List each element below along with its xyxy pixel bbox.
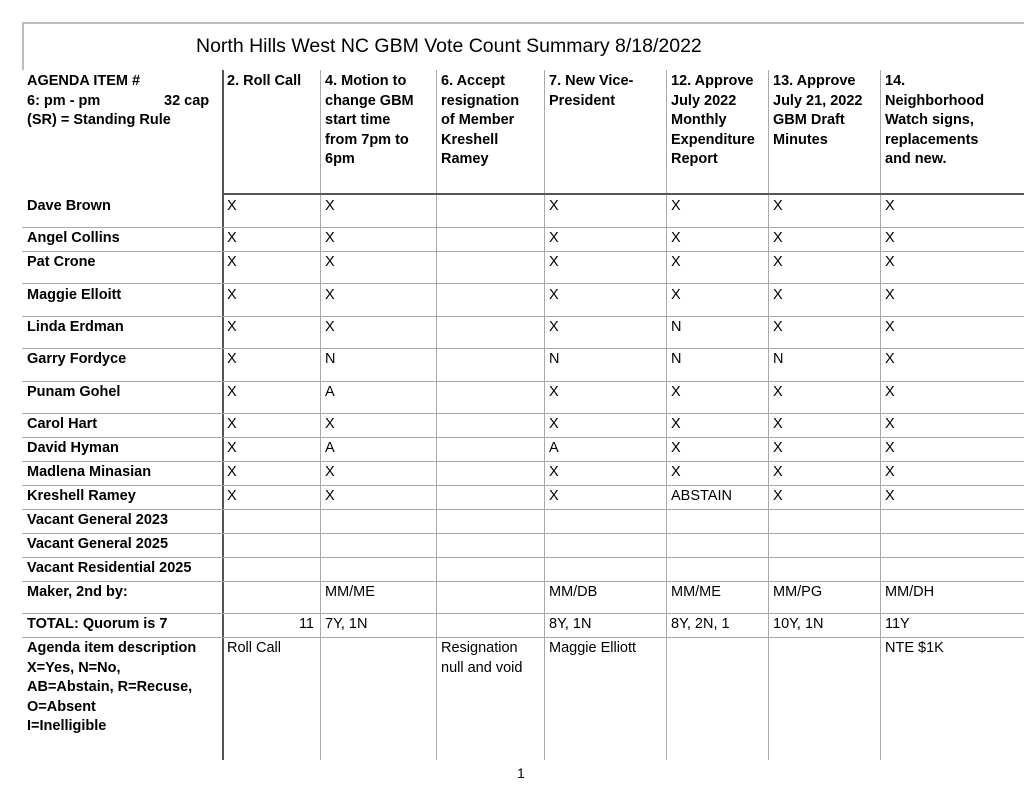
vote-cell: X (885, 254, 895, 270)
vote-cell: X (671, 440, 681, 456)
row-label: Kreshell Ramey (27, 488, 136, 504)
column-header: of Member (441, 112, 515, 128)
row-divider (22, 227, 1024, 228)
vote-cell: X (325, 198, 335, 214)
row-divider (22, 557, 1024, 558)
row-label: Garry Fordyce (27, 351, 127, 367)
vote-cell: X (227, 351, 237, 367)
vote-cell: X (325, 464, 335, 480)
row-label: Linda Erdman (27, 319, 124, 335)
row-divider (22, 437, 1024, 438)
vote-cell: A (549, 440, 559, 456)
vote-cell: X (671, 198, 681, 214)
vote-cell: N (671, 351, 682, 367)
vote-cell: X (885, 440, 895, 456)
vote-cell: 7Y, 1N (325, 616, 368, 632)
vote-cell: 11Y (885, 616, 910, 632)
vote-cell: X (885, 351, 895, 367)
vote-cell: X (885, 464, 895, 480)
vote-cell: X (227, 287, 237, 303)
column-header: Expenditure (671, 131, 755, 148)
vote-cell: X (325, 230, 335, 246)
row-label: Pat Crone (27, 254, 96, 270)
vote-cell: X (325, 287, 335, 303)
vote-cell: A (325, 440, 335, 456)
vote-cell: X (671, 230, 681, 246)
column-header: 7. New Vice- (549, 73, 634, 89)
row-divider (22, 613, 1024, 614)
column-header: Report (671, 151, 718, 167)
row-label: Dave Brown (27, 198, 111, 214)
column-header: resignation (441, 92, 520, 109)
column-header: Kreshell (441, 131, 499, 148)
vote-count-table (22, 70, 1024, 760)
column-header: start time (325, 112, 391, 128)
column-header: Neighborhood (885, 92, 985, 109)
vote-total: 11 (298, 616, 314, 632)
vote-cell: X (885, 488, 895, 504)
capacity-label: 32 cap (164, 92, 210, 109)
description-legend: X=Yes, N=No, (27, 659, 121, 676)
vote-cell: X (227, 254, 237, 270)
row-divider (22, 413, 1024, 414)
column-header: 4. Motion to (325, 73, 407, 89)
column-header: 13. Approve (773, 73, 856, 89)
row-label: Punam Gohel (27, 384, 121, 400)
vote-cell: X (227, 488, 237, 504)
column-header: Monthly (671, 112, 727, 128)
vote-cell: X (227, 319, 237, 335)
row-divider (22, 348, 1024, 349)
description-cell: null and void (441, 659, 523, 676)
header-divider (222, 193, 1024, 195)
vote-cell: X (773, 416, 783, 432)
vote-cell: X (773, 464, 783, 480)
vote-cell: X (549, 464, 559, 480)
row-divider (22, 316, 1024, 317)
column-header: change GBM (325, 92, 414, 109)
column-divider (320, 70, 321, 760)
vote-cell: MM/PG (773, 584, 823, 600)
vote-cell: 8Y, 1N (549, 616, 592, 632)
row-label: Vacant General 2023 (27, 512, 169, 528)
description-cell: Roll Call (227, 640, 281, 656)
vote-cell: X (773, 254, 783, 270)
column-divider (768, 70, 769, 760)
column-header: July 2022 (671, 92, 737, 109)
vote-cell: X (325, 416, 335, 432)
row-label: Madlena Minasian (27, 464, 152, 480)
description-cell: Maggie Elliott (549, 640, 637, 656)
description-cell: NTE $1K (885, 640, 944, 656)
row-label: Maker, 2nd by: (27, 584, 128, 600)
row-label: TOTAL: Quorum is 7 (27, 616, 168, 632)
vote-cell: X (549, 384, 559, 400)
description-legend: O=Absent (27, 698, 96, 715)
description-legend: Agenda item description (27, 640, 197, 656)
vote-cell: X (227, 384, 237, 400)
vote-cell: X (773, 319, 783, 335)
vote-cell: X (227, 198, 237, 214)
page-title: North Hills West NC GBM Vote Count Summary 8/18/2022 (196, 35, 702, 57)
column-header: 6pm (325, 151, 355, 167)
vote-cell: MM/DH (885, 584, 935, 600)
vote-cell: X (671, 416, 681, 432)
column-divider (666, 70, 667, 760)
vote-cell: 8Y, 2N, 1 (671, 616, 730, 632)
vote-cell: X (549, 230, 559, 246)
vote-cell: X (227, 440, 237, 456)
column-header: 6. Accept (441, 73, 505, 89)
vote-cell: MM/DB (549, 584, 598, 600)
vote-cell: X (549, 287, 559, 303)
standing-rule-note: (SR) = Standing Rule (27, 112, 171, 128)
row-divider (22, 461, 1024, 462)
vote-cell: X (671, 384, 681, 400)
row-label: Carol Hart (27, 416, 98, 432)
vote-cell: X (885, 230, 895, 246)
vote-cell: X (885, 319, 895, 335)
vote-cell: N (549, 351, 560, 367)
row-divider (22, 533, 1024, 534)
column-header: President (549, 92, 616, 109)
vote-cell: MM/ME (671, 584, 721, 600)
vote-cell: X (549, 319, 559, 335)
vote-cell: X (671, 254, 681, 270)
column-header: Watch signs, (885, 112, 974, 128)
vote-cell: X (773, 230, 783, 246)
vote-cell: N (325, 351, 336, 367)
description-legend: I=Inelligible (27, 718, 107, 734)
vote-cell: X (227, 416, 237, 432)
row-label: Vacant Residential 2025 (27, 560, 192, 576)
vote-cell: X (773, 198, 783, 214)
vote-cell: X (773, 440, 783, 456)
column-header: Ramey (441, 151, 489, 167)
row-label: David Hyman (27, 440, 119, 456)
column-header: GBM Draft (773, 112, 845, 128)
page-number: 1 (517, 765, 525, 781)
vote-cell: X (671, 464, 681, 480)
column-header: and new. (885, 151, 947, 167)
row-divider (22, 381, 1024, 382)
row-label: Maggie Elloitt (27, 287, 122, 303)
vote-cell: MM/ME (325, 584, 375, 600)
vote-cell: X (549, 254, 559, 270)
vote-cell: X (885, 416, 895, 432)
vote-cell: A (325, 384, 335, 400)
vote-cell: X (549, 488, 559, 504)
meeting-time: 6: pm - pm (27, 92, 101, 109)
column-header: 14. (885, 73, 906, 89)
row-label: Vacant General 2025 (27, 536, 169, 552)
agenda-item-label: AGENDA ITEM # (27, 73, 141, 89)
vote-cell: X (885, 384, 895, 400)
row-divider (22, 251, 1024, 252)
vote-cell: X (773, 287, 783, 303)
column-header: 12. Approve (671, 73, 754, 89)
column-divider (222, 70, 224, 760)
column-header: 2. Roll Call (227, 73, 302, 89)
vote-cell: X (325, 488, 335, 504)
vote-cell: ABSTAIN (671, 488, 732, 504)
vote-cell: X (227, 230, 237, 246)
column-header: replacements (885, 131, 979, 148)
vote-cell: X (325, 254, 335, 270)
vote-cell: N (671, 319, 682, 335)
vote-cell: X (885, 198, 895, 214)
row-divider (22, 637, 1024, 638)
vote-cell: X (773, 488, 783, 504)
column-header: from 7pm to (325, 131, 409, 148)
vote-cell: X (549, 416, 559, 432)
description-legend: AB=Abstain, R=Recuse, (27, 679, 193, 695)
row-divider (22, 283, 1024, 284)
vote-cell: 10Y, 1N (773, 616, 824, 632)
vote-cell: N (773, 351, 784, 367)
vote-cell: X (325, 319, 335, 335)
description-cell: Resignation (441, 640, 518, 656)
vote-cell: X (227, 464, 237, 480)
column-header: July 21, 2022 (773, 92, 863, 109)
vote-cell: X (671, 287, 681, 303)
row-divider (22, 485, 1024, 486)
column-divider (880, 70, 881, 760)
row-divider (22, 509, 1024, 510)
vote-cell: X (885, 287, 895, 303)
column-header: Minutes (773, 131, 828, 148)
column-divider (436, 70, 437, 760)
vote-cell: X (549, 198, 559, 214)
row-divider (22, 581, 1024, 582)
vote-cell: X (773, 384, 783, 400)
row-label: Angel Collins (27, 230, 120, 246)
column-divider (544, 70, 545, 760)
